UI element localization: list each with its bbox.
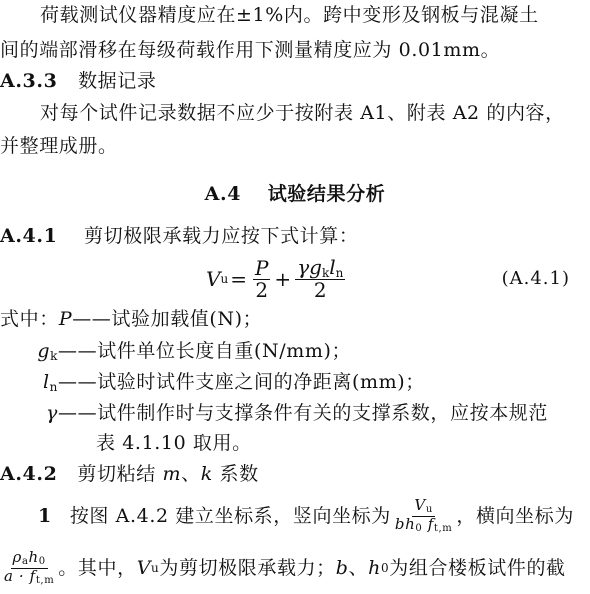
formula-fraction-2-denominator: 2 — [313, 278, 327, 303]
formula-fraction-1-denominator: 2 — [255, 277, 269, 302]
var-intro: 式中： — [0, 308, 59, 330]
item1-frac1-v-sub: u — [425, 504, 433, 515]
section-a33-number: A.3.3 — [0, 70, 58, 92]
section-a4-title: 试验结果分析 — [267, 183, 386, 205]
item1-frac1-f: f — [427, 514, 434, 533]
item1-cont-text-c: 为组合楼板试件的截 — [389, 556, 566, 579]
var-ln-symbol: l — [42, 371, 50, 393]
item1-frac2-af: a · f — [4, 566, 36, 585]
var-gamma-desc-cont: 表 4.1.10 取用。 — [96, 432, 252, 454]
para2-line2: 并整理成册。 — [0, 135, 118, 157]
formula-gamma: γ — [297, 254, 310, 279]
item1-frac2-rho: ρ — [12, 548, 22, 566]
var-p-desc: ——试验加载值(N)； — [72, 308, 263, 330]
formula-lhs-sub: u — [220, 272, 229, 286]
item1-cont-text-b: 为剪切极限承载力； — [159, 556, 336, 579]
var-gamma — [0, 404, 590, 423]
item1-cont-h: h — [368, 556, 381, 579]
section-a42-sep: 、 — [181, 463, 201, 485]
formula-plus: + — [274, 267, 292, 291]
var-ln-symbol-wrap — [0, 373, 58, 393]
formula-number: (A.4.1) — [501, 268, 570, 289]
var-gk-desc: ——试件单位长度自重(N/mm)； — [58, 340, 352, 362]
section-a42 — [0, 465, 590, 484]
formula-fraction-1 — [253, 255, 270, 302]
item1-frac2-f-sub: t,m — [35, 574, 55, 586]
section-a33-heading — [0, 72, 590, 91]
item1-frac1-bh-sub: 0 — [415, 522, 423, 534]
item1-fraction-horizontal-denominator — [2, 566, 56, 587]
item1-fraction-vertical — [393, 498, 454, 534]
formula-l-sub: n — [335, 265, 344, 280]
section-a42-m: m — [162, 463, 182, 485]
formula-fraction-2-numerator — [295, 254, 345, 281]
section-a41-text: 剪切极限承载力应按下式计算： — [84, 225, 359, 247]
item1-frac2-h-sub: 0 — [38, 556, 46, 567]
item1-line2 — [0, 548, 590, 588]
item1-frac2-rho-sub: a — [21, 556, 29, 567]
section-a42-number: A.4.2 — [0, 463, 58, 485]
item1-frac1-v: V — [414, 496, 426, 514]
formula-expression — [206, 250, 349, 308]
var-gk-symbol-wrap — [0, 342, 58, 362]
var-p — [0, 310, 590, 329]
var-gamma-desc: ——试件制作时与支撑条件有关的支撑系数，应按本规范 — [58, 402, 549, 424]
para1-line2: 间的端部滑移在每级荷载作用下测量精度应为 0.01mm。 — [0, 39, 501, 61]
item1-line1 — [0, 496, 590, 536]
item1-fraction-vertical-denominator — [393, 514, 454, 535]
var-gk-sub: k — [50, 349, 58, 363]
item1-cont-v: V — [136, 556, 152, 579]
var-gk-symbol: g — [37, 340, 51, 362]
item1-text-b: ，横向坐标为 — [456, 504, 574, 527]
item1-text-a: 按图 A.4.2 建立坐标系，竖向坐标为 — [69, 504, 391, 527]
para2-line1: 对每个试件记录数据不应少于按附表 A1、附表 A2 的内容， — [40, 102, 565, 124]
section-a42-text-post: 系数 — [212, 463, 259, 485]
var-gamma-symbol: γ — [46, 402, 58, 424]
formula-a41 — [0, 250, 590, 308]
section-a41-number: A.4.1 — [0, 225, 58, 247]
item1-cont-h-sub: 0 — [381, 561, 390, 575]
item1-cont-v-sub: u — [151, 561, 160, 575]
item1-frac1-bh: bh — [394, 514, 416, 533]
formula-fraction-2 — [295, 254, 345, 303]
item1-cont-sep: 、 — [348, 556, 369, 579]
para1-line1: 荷载测试仪器精度应在±1%内。跨中变形及钢板与混凝土 — [40, 4, 539, 26]
item1-number: 1 — [38, 504, 52, 527]
var-ln-desc: ——试验时试件支座之间的净距离(mm)； — [58, 371, 425, 393]
var-ln-sub: n — [49, 380, 58, 394]
item1-cont-b: b — [335, 556, 349, 579]
item1-frac2-h: h — [28, 548, 39, 566]
section-a33-title: 数据记录 — [78, 70, 157, 92]
var-ln — [0, 373, 590, 393]
formula-equals: = — [230, 267, 247, 291]
var-gk — [0, 342, 590, 362]
section-a4-number: A.4 — [204, 183, 242, 205]
section-a41 — [0, 227, 590, 246]
section-a42-text-pre: 剪切粘结 — [77, 463, 163, 485]
formula-fraction-1-numerator: P — [254, 255, 269, 280]
item1-frac1-f-sub: t,m — [433, 522, 453, 534]
item1-cont-text-a: 。其中， — [58, 556, 137, 579]
formula-g-sub: k — [321, 265, 330, 280]
formula-g: g — [309, 254, 322, 279]
formula-lhs: V — [206, 267, 221, 291]
formula-l: l — [329, 254, 336, 279]
section-a42-k: k — [200, 463, 213, 485]
section-a4-heading — [0, 185, 590, 204]
item1-fraction-horizontal — [2, 550, 56, 586]
var-p-symbol: P — [58, 308, 73, 330]
